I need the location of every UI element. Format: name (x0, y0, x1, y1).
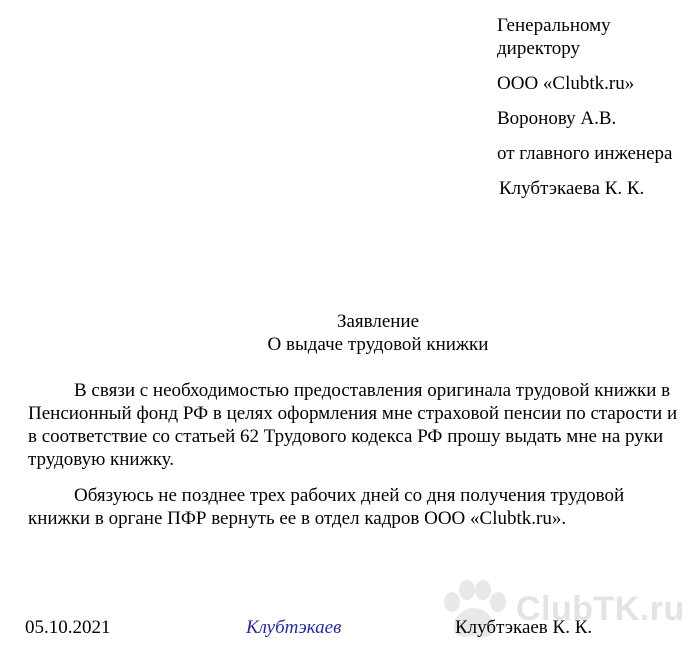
body-paragraph-2: Обязуюсь не позднее трех рабочих дней со дня получения трудовой книжки в органе ПФР вернуть ее в отдел кадров ООО «Clubtk.ru». (28, 485, 625, 529)
addressee-line-2: директору (497, 38, 581, 59)
addressee-block (497, 14, 697, 200)
addressee-director-name: Воронову А.В. (497, 108, 617, 129)
addressee-line-1: Генеральному (497, 15, 611, 36)
signer-name: Клубтэкаев К. К. (455, 617, 593, 638)
addressee-company: ООО «Clubtk.ru» (497, 73, 635, 94)
document-body (28, 379, 688, 530)
sender-position: от главного инженера (497, 143, 673, 164)
signature-date: 05.10.2021 (25, 617, 111, 638)
body-paragraph-1: В связи с необходимостью предоставления оригинала трудовой книжки в Пенсионный фонд РФ в целях оформления мне страховой пенсии по старости и в соответствие со статьей 62 Трудового кодекса РФ прошу выдать мне на руки трудовую книжку. (28, 380, 678, 470)
watermark-text: ClubTK.ru (516, 590, 685, 628)
document-title-block (0, 310, 700, 356)
document-heading: Заявление (336, 311, 420, 332)
document-subject: О выдаче трудовой книжки (267, 334, 489, 355)
sender-name: Клубтэкаева К. К. (499, 178, 645, 199)
handwritten-signature: Клубтэкаев (246, 617, 342, 638)
